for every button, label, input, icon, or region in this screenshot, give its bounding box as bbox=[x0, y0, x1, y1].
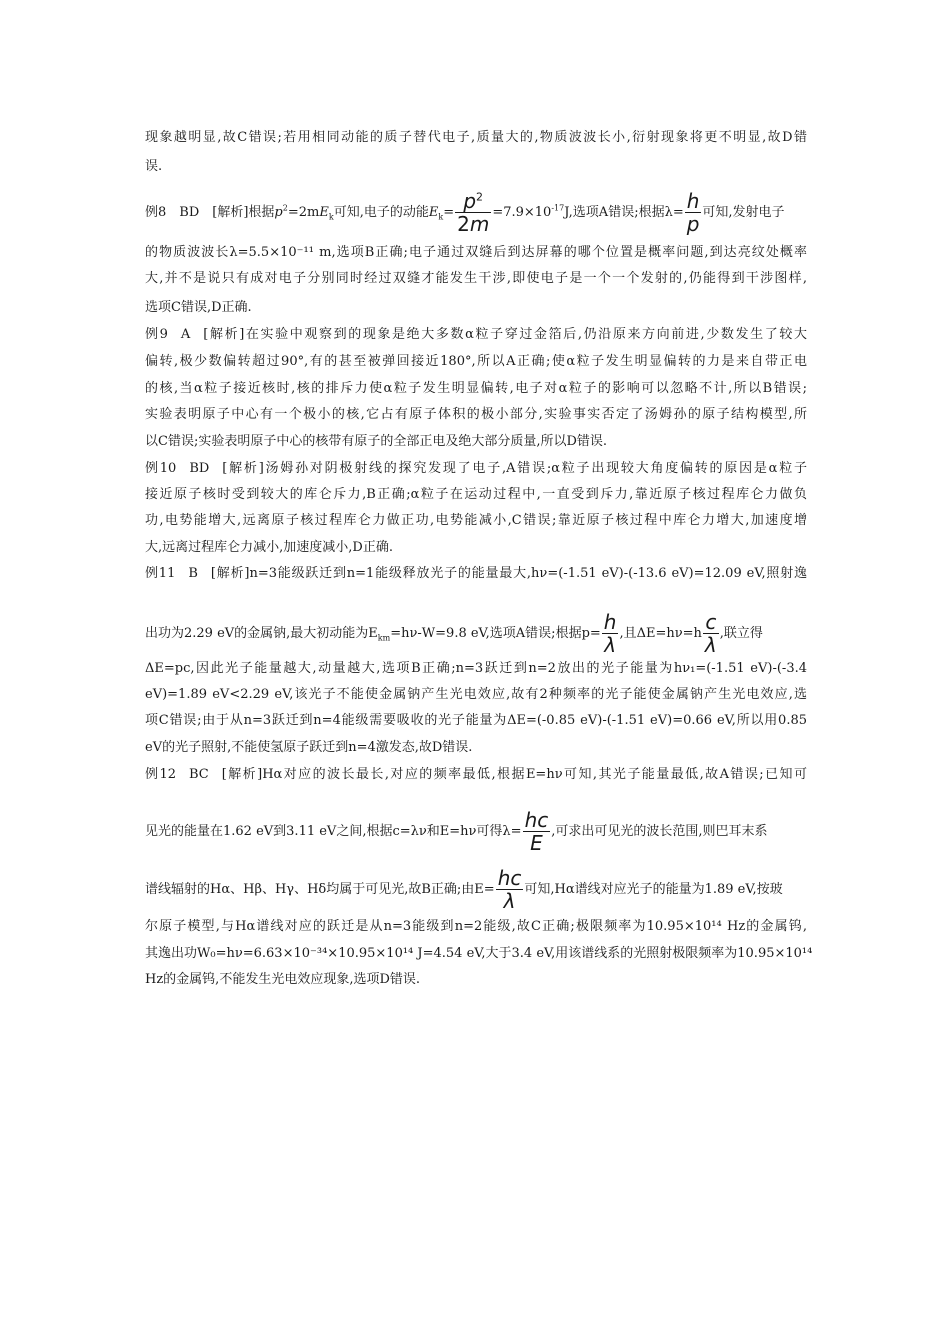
text-line: eV的光子照射,不能使氢原子跃迁到n=4激发态,故D错误. bbox=[145, 740, 473, 755]
text-line: 例12 BC [解析]Hα对应的波长最长,对应的频率最低,根据E=hν可知,其光子能量最低,故A错误;已知可 bbox=[145, 767, 807, 782]
text-line: 误. bbox=[145, 159, 163, 174]
text-line: 选项C错误,D正确. bbox=[145, 300, 252, 315]
text-line: 尔原子模型,与Hα谱线对应的跃迁是从n=3能级到n=2能级,故C正确;极限频率为10.95×10¹⁴ Hz的金属钨, bbox=[145, 919, 807, 934]
text-line: 接近原子核时受到较大的库仑斥力,B正确;α粒子在运动过程中,一直受到斥力,靠近原子核过程库仑力做负 bbox=[145, 487, 807, 502]
text-line: 偏转,极少数偏转超过90°,有的甚至被弹回接近180°,所以A正确;使α粒子发生明显偏转的力是来自带正电 bbox=[145, 354, 807, 369]
fraction-hc-over-E: $\frac{hc}{E}$ bbox=[524, 808, 549, 855]
text-line: 其逸出功W₀=hν=6.63×10⁻³⁴×10.95×10¹⁴ J=4.54 eV,大于3.4 eV,用该谱线系的光照射极限频率为10.95×10¹⁴ bbox=[145, 946, 813, 961]
fraction-c-over-lambda: $\frac{c}{\lambda}$ bbox=[704, 610, 717, 657]
fraction-h-over-lambda: $\frac{h}{\lambda}$ bbox=[603, 610, 617, 657]
text-line: 项C错误;由于从n=3跃迁到n=4能级需要吸收的光子能量为ΔE=(-0.85 eV)-(-1.51 eV)=0.66 eV,所以用0.85 bbox=[145, 713, 807, 728]
fraction-h-over-p: $\frac{h}{p}$ bbox=[686, 189, 700, 236]
text-line: 例10 BD [解析]汤姆孙对阴极射线的探究发现了电子,A错误;α粒子出现较大角度偏转的原因是α粒子 bbox=[145, 461, 807, 476]
text-line: 实验表明原子中心有一个极小的核,它占有原子体积的极小部分,实验事实否定了汤姆孙的原子结构模型,所 bbox=[145, 407, 807, 422]
example-12-line-a: 见光的能量在1.62 eV到3.11 eV之间,根据c=λν和E=hν可得λ= $\frac{hc}{E}$ ,可求出可见光的波长范围,则巴耳末系 bbox=[145, 808, 768, 855]
fraction-p2-over-2m: $\frac{p^2}{2m}$ bbox=[457, 189, 490, 236]
fraction-hc-over-lambda: $\frac{hc}{\lambda}$ bbox=[497, 866, 522, 913]
text-line: 大,远离过程库仑力减小,加速度减小,D正确. bbox=[145, 540, 393, 555]
text-line: 的物质波波长λ=5.5×10⁻¹¹ m,选项B正确;电子通过双缝后到达屏幕的哪个位置是概率问题,到达亮纹处概率 bbox=[145, 245, 807, 260]
example-11-line: 出功为2.29 eV的金属钠,最大初动能为$E_{km}=h\nu-W=9.8$ eV,选项A错误;根据p= $\frac{h}{\lambda}$ ,且ΔE=hν=h $\frac{c}{\lambda}$ ,联立得 bbox=[145, 610, 763, 657]
text-line: 例11 B [解析]n=3能级跃迁到n=1能级释放光子的能量最大,hν=(-1.51 eV)-(-13.6 eV)=12.09 eV,照射逸 bbox=[145, 566, 807, 581]
text-line: ΔE=pc,因此光子能量越大,动量越大,选项B正确;n=3跃迁到n=2放出的光子能量为hν₁=(-1.51 eV)-(-3.4 bbox=[145, 661, 807, 676]
text-line: 以C错误;实验表明原子中心的核带有原子的全部正电及绝大部分质量,所以D错误. bbox=[145, 434, 608, 449]
text-line: 现象越明显,故C错误;若用相同动能的质子替代电子,质量大的,物质波波长小,衍射现象将更不明显,故D错 bbox=[145, 130, 807, 145]
text-line: 例9 A [解析]在实验中观察到的现象是绝大多数α粒子穿过金箔后,仍沿原来方向前进,少数发生了较大 bbox=[145, 327, 807, 342]
text-line: Hz的金属钨,不能发生光电效应现象,选项D错误. bbox=[145, 972, 421, 987]
example-12-line-b: 谱线辐射的Hα、Hβ、Hγ、Hδ均属于可见光,故B正确;由E= $\frac{hc}{\lambda}$ 可知,Hα谱线对应光子的能量为1.89 eV,按玻 bbox=[145, 866, 783, 913]
example-8-line: 例8 BD [解析]根据$p^2=2mE_k$可知,电子的动能$E_k=$ $\frac{p^2}{2m}$ $=7.9\times 10^{-17}J$,选项A错误;根据λ= $\frac{h}{p}$ 可知,发射电子 bbox=[145, 189, 785, 236]
text-line: 的核,当α粒子接近核时,核的排斥力使α粒子发生明显偏转,电子对α粒子的影响可以忽略不计,所以B错误; bbox=[145, 381, 807, 396]
text-line: 大,并不是说只有成对电子分别同时经过双缝才能发生干涉,即使电子是一个一个发射的,仍能得到干涉图样, bbox=[145, 271, 807, 286]
text-line: 功,电势能增大,远离原子核过程库仑力做正功,电势能减小,C错误;靠近原子核过程中库仑力增大,加速度增 bbox=[145, 513, 807, 528]
text-line: eV)=1.89 eV<2.29 eV,该光子不能使金属钠产生光电效应,故有2种频率的光子能使金属钠产生光电效应,选 bbox=[145, 687, 807, 702]
